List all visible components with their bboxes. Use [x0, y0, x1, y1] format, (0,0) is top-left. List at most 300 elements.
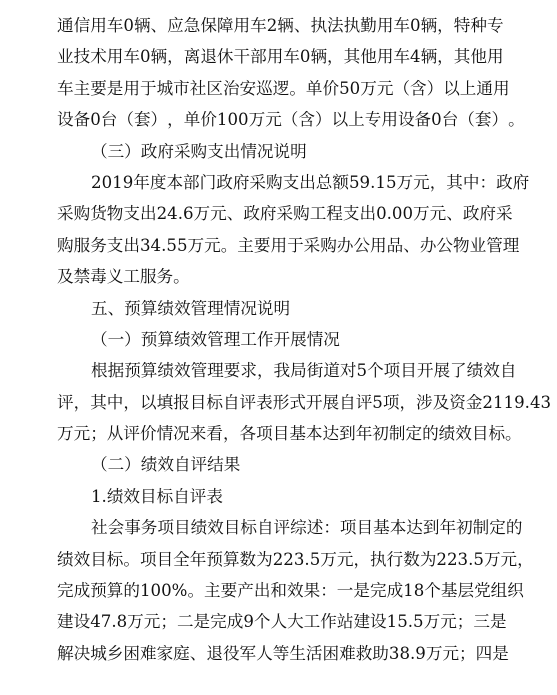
text-char: 出	[253, 581, 271, 601]
text-char: 安	[239, 78, 257, 98]
text-char: 评	[239, 392, 257, 412]
text-char: 货	[90, 204, 107, 224]
text-char: 术	[90, 47, 107, 67]
text-char: 根	[91, 361, 108, 381]
text-char: 5	[166, 235, 177, 255]
text-char: 采	[249, 172, 266, 192]
text-char: 于	[287, 235, 304, 255]
text-char: 站	[336, 612, 354, 632]
text-char: 万	[483, 549, 501, 569]
text-char: 设	[397, 110, 415, 130]
text-char: 评	[57, 392, 74, 412]
text-char: 及	[432, 392, 450, 412]
text-char: 车	[393, 47, 410, 67]
text-char: 用	[381, 110, 398, 130]
text-char: 府	[479, 204, 496, 224]
text-char: 效	[455, 424, 472, 444]
text-char: 于	[139, 78, 157, 98]
text-char: 一	[336, 581, 354, 601]
text-char: 述	[306, 518, 324, 538]
text-char: 我	[273, 361, 291, 381]
text-char: ，	[256, 361, 274, 381]
paragraph-line	[57, 544, 534, 575]
text-char: 困	[322, 643, 340, 663]
text-char: 台	[441, 110, 459, 130]
text-char: 式	[289, 392, 306, 412]
text-char: 元	[210, 204, 227, 224]
text-char: 年	[189, 549, 207, 569]
text-char: 公	[353, 235, 371, 255]
text-char: 4	[410, 47, 421, 67]
text-char: 备	[73, 110, 91, 130]
text-char: 了	[450, 361, 467, 381]
text-char: 定	[405, 424, 423, 444]
text-char: ，	[437, 16, 454, 35]
text-char: 、	[226, 204, 244, 224]
text-char: ，	[167, 110, 184, 130]
text-char: ：	[320, 581, 337, 601]
text-char: 购	[73, 204, 91, 224]
text-char: 车	[57, 78, 74, 98]
text-char: 元	[336, 549, 354, 569]
text-char: 生	[289, 643, 306, 663]
text-char: 法	[327, 16, 344, 35]
text-char: 目	[223, 518, 241, 538]
paragraph-line	[57, 104, 525, 135]
text-char: 报	[173, 392, 190, 412]
text-char: 完	[57, 581, 74, 601]
text-char: 项	[383, 361, 401, 381]
text-char: 业	[57, 47, 74, 67]
text-char: 效	[207, 518, 224, 538]
text-char: 5	[356, 361, 368, 381]
text-char: 车	[123, 47, 140, 67]
text-char: ）	[314, 110, 332, 130]
text-char: 0	[299, 47, 311, 67]
text-char: .	[524, 392, 530, 412]
text-char: 辆	[277, 16, 294, 35]
text-char: 0	[238, 110, 249, 130]
text-char: 车	[106, 16, 124, 35]
text-char: 制	[388, 424, 406, 444]
text-char: 对	[339, 361, 357, 381]
text-char: 5	[339, 78, 350, 98]
text-char: 军	[239, 643, 257, 663]
text-char: 难	[139, 643, 157, 663]
text-char: 从	[106, 424, 124, 444]
text-char: （	[281, 110, 299, 130]
text-char: 项	[256, 424, 273, 444]
text-char: 府	[259, 204, 277, 224]
text-char: 设	[57, 110, 74, 130]
text-char: 8	[413, 581, 425, 601]
text-char: 5	[397, 612, 408, 632]
text-char: 2	[436, 549, 447, 569]
text-char: 务	[140, 518, 158, 538]
text-char: 购	[266, 172, 283, 192]
text-char: 个	[253, 612, 271, 632]
text-char: 。	[508, 110, 525, 130]
paragraph-line: 及禁毒义工服务。	[57, 267, 190, 287]
text-char: 备	[414, 110, 432, 130]
text-char: 4	[90, 612, 101, 632]
text-char: 购	[293, 204, 310, 224]
text-char: ）	[426, 78, 444, 98]
text-char: 成	[226, 612, 244, 632]
text-char: 套	[474, 110, 492, 130]
text-char: 事	[124, 518, 141, 538]
text-char: 算	[140, 361, 158, 381]
text-char: 庭	[173, 643, 190, 663]
text-char: 其	[343, 47, 361, 67]
text-char: 预	[90, 581, 107, 601]
text-char: 用	[376, 47, 394, 67]
text-char: 开	[305, 392, 323, 412]
text-char: 0	[391, 204, 403, 224]
text-char: 基	[373, 518, 390, 538]
text-char: ，	[399, 392, 417, 412]
text-char: 要	[90, 78, 107, 98]
text-char: 4	[150, 235, 162, 255]
text-char: 金	[465, 392, 483, 412]
text-char: 政	[462, 204, 480, 224]
text-char: 产	[237, 581, 254, 601]
paragraph-line	[57, 638, 509, 669]
text-char: 是	[492, 643, 509, 663]
text-char: 个	[424, 581, 441, 601]
text-char: 主	[73, 78, 91, 98]
text-char: 含	[298, 110, 315, 130]
text-char: 填	[156, 392, 174, 412]
text-char: 展	[322, 392, 340, 412]
text-char: 2	[156, 204, 168, 224]
text-char: 家	[156, 643, 174, 663]
text-char: 人	[270, 612, 288, 632]
paragraph-line	[57, 198, 513, 229]
text-char: 其	[90, 392, 107, 412]
text-char: ）	[150, 110, 168, 130]
text-char: 逻	[272, 78, 290, 98]
text-char: 理	[502, 235, 520, 255]
text-char: 保	[200, 16, 217, 35]
text-char: 助	[372, 643, 389, 663]
text-char: 救	[355, 643, 373, 663]
text-char: 采	[496, 204, 513, 224]
text-char: 程	[326, 204, 343, 224]
text-char: 用	[370, 235, 387, 255]
text-char: 5	[413, 612, 424, 632]
text-char: 5	[385, 172, 397, 192]
paragraph-line	[57, 418, 522, 449]
text-char: 台	[100, 110, 118, 130]
text-char: 支	[123, 204, 140, 224]
text-char: 形	[272, 392, 290, 412]
text-char: 项	[139, 549, 157, 569]
text-char: 万	[187, 235, 205, 255]
text-char: 绩	[466, 361, 484, 381]
text-char: 绩	[190, 518, 208, 538]
text-char: 万	[423, 612, 441, 632]
text-char: 上	[459, 78, 477, 98]
text-char: 办	[336, 235, 354, 255]
paragraph-line: （二）绩效自评结果	[91, 455, 241, 475]
text-char: 采	[303, 235, 321, 255]
text-char: 自	[256, 518, 274, 538]
text-char: 0	[410, 16, 421, 35]
text-char: 元	[143, 612, 161, 632]
text-char: 二	[176, 612, 194, 632]
text-char: 价	[200, 110, 217, 130]
text-char: 以	[443, 78, 460, 98]
text-char: 车	[283, 47, 300, 67]
text-char: 目	[173, 518, 191, 538]
text-char: 用	[266, 47, 284, 67]
text-char: 、	[446, 204, 463, 224]
text-char: 为	[419, 549, 437, 569]
text-char: 困	[123, 643, 140, 663]
text-char: ：	[479, 172, 497, 192]
text-char: 道	[323, 361, 340, 381]
text-char: 自	[339, 392, 356, 412]
text-char: 到	[422, 518, 440, 538]
text-char: 目	[400, 361, 417, 381]
text-char: 理	[207, 361, 224, 381]
text-char: 是	[489, 612, 507, 632]
text-char: 采	[57, 204, 74, 224]
text-char: 4	[529, 392, 541, 412]
text-char: 1	[503, 392, 515, 412]
text-char: 万	[396, 172, 414, 192]
text-char: 用	[106, 47, 124, 67]
text-char: 总	[315, 172, 333, 192]
text-char: 用	[123, 78, 140, 98]
text-char: 车	[250, 16, 267, 35]
text-char: 设	[73, 612, 91, 632]
text-char: 的	[123, 581, 140, 601]
document-body	[57, 10, 552, 669]
text-char: 初	[456, 518, 473, 538]
text-char: 完	[369, 581, 387, 601]
text-char: 织	[507, 581, 524, 601]
text-char: 其	[446, 172, 463, 192]
text-char: 标	[106, 549, 124, 569]
paragraph-line: （三）政府采购支出情况说明	[91, 141, 307, 161]
text-char: 。	[289, 78, 306, 98]
text-char: 评	[123, 424, 140, 444]
text-char: .	[370, 172, 376, 192]
text-char: 定	[489, 518, 506, 538]
text-char: .	[407, 612, 414, 632]
paragraph-line	[57, 167, 530, 198]
text-char: 4	[167, 204, 178, 224]
text-char: 他	[360, 47, 377, 67]
text-char: 评	[355, 392, 373, 412]
text-char: 2	[446, 549, 458, 569]
text-char: 以	[139, 392, 157, 412]
text-char: 党	[474, 581, 491, 601]
paragraph-line	[57, 606, 507, 637]
text-char: 支	[342, 204, 360, 224]
text-char: 5	[309, 549, 321, 569]
text-char: 标	[206, 392, 223, 412]
text-char: 的	[422, 424, 439, 444]
text-char: 社	[189, 78, 207, 98]
text-char: .	[177, 204, 183, 224]
text-char: 5	[473, 549, 484, 569]
text-char: 物	[106, 204, 124, 224]
text-char: 主	[204, 581, 221, 601]
text-char: 用	[486, 47, 504, 67]
text-char: 部	[250, 47, 267, 67]
text-char: 万	[320, 549, 337, 569]
text-char: 2	[91, 172, 102, 192]
text-char: 套	[133, 110, 151, 130]
text-char: （	[117, 110, 134, 130]
text-char: 巡	[256, 78, 273, 98]
paragraph-line	[57, 230, 520, 261]
paragraph-line: （一）预算绩效管理工作开展情况	[91, 329, 340, 349]
text-char: 辆	[420, 47, 438, 67]
text-char: 达	[406, 518, 423, 538]
text-char: 初	[372, 424, 389, 444]
text-char: 3	[293, 549, 305, 569]
text-char: 1	[216, 110, 228, 130]
text-char: 元	[440, 612, 457, 632]
text-char: 单	[305, 78, 323, 98]
text-char: 市	[173, 78, 190, 98]
text-char: 9	[359, 172, 371, 192]
text-char: 基	[440, 581, 458, 601]
text-char: .	[161, 235, 167, 255]
text-char: 执	[343, 16, 361, 35]
paragraph-line	[57, 387, 552, 418]
text-char: 到	[339, 424, 356, 444]
text-char: ，	[517, 549, 534, 569]
text-char: 自	[499, 361, 517, 381]
text-char: 预	[206, 549, 223, 569]
text-char: 本	[166, 172, 184, 192]
text-char: 设	[370, 612, 387, 632]
text-char: 其	[453, 47, 471, 67]
text-char: 出	[299, 172, 316, 192]
text-char: 支	[282, 172, 300, 192]
text-char: ；	[160, 612, 177, 632]
text-char: 城	[90, 643, 107, 663]
text-char: 用	[233, 16, 251, 35]
text-char: 退	[200, 47, 217, 67]
text-char: 特	[453, 16, 471, 35]
text-char: 6	[182, 204, 194, 224]
text-char: 价	[322, 78, 340, 98]
text-char: 5	[372, 392, 383, 412]
text-char: 来	[189, 424, 207, 444]
text-char: 0	[227, 110, 239, 130]
text-char: 作	[320, 612, 337, 632]
text-char: 通	[476, 78, 493, 98]
text-char: 辆	[310, 47, 328, 67]
text-char: 综	[290, 518, 307, 538]
text-char: 辆	[133, 16, 151, 35]
text-char: 1	[492, 392, 504, 412]
text-char: 0	[101, 172, 113, 192]
text-char: 2	[482, 392, 493, 412]
text-char: 基	[289, 424, 306, 444]
text-char: 9	[415, 643, 426, 663]
text-char: 各	[239, 424, 257, 444]
text-char: 制	[472, 518, 490, 538]
text-char: 组	[490, 581, 508, 601]
text-char: 1	[112, 172, 123, 192]
text-char: 7	[100, 612, 112, 632]
text-char: 专	[364, 110, 382, 130]
text-char: 5	[176, 235, 188, 255]
text-char: 中	[106, 392, 124, 412]
text-char: 成	[73, 581, 91, 601]
text-char: 自	[222, 392, 240, 412]
text-char: 8	[116, 612, 128, 632]
text-char: 四	[475, 643, 493, 663]
text-char: （	[393, 78, 410, 98]
text-char: 本	[305, 424, 323, 444]
text-char: 目	[272, 424, 290, 444]
text-char: 年	[355, 424, 373, 444]
text-char: 出	[123, 235, 140, 255]
text-char: 2	[283, 549, 294, 569]
text-char: 管	[486, 235, 503, 255]
text-char: 0	[161, 581, 172, 601]
text-char: 为	[256, 549, 273, 569]
text-char: 主	[237, 235, 254, 255]
text-char: 标	[240, 518, 257, 538]
text-char: 达	[322, 424, 340, 444]
text-char: 9	[122, 172, 134, 192]
text-char: 人	[256, 643, 273, 663]
text-char: 活	[305, 643, 323, 663]
text-char: 。	[187, 581, 205, 601]
text-char: ，	[73, 392, 91, 412]
text-char: ）	[491, 110, 509, 130]
text-char: 技	[73, 47, 91, 67]
text-char: 用	[270, 235, 288, 255]
text-char: 效	[73, 549, 91, 569]
text-char: 元	[413, 172, 430, 192]
text-char: 度	[149, 172, 167, 192]
text-char: 辆	[150, 47, 168, 67]
text-char: 况	[173, 424, 190, 444]
text-char: 出	[139, 204, 157, 224]
text-char: 他	[470, 47, 487, 67]
text-char: 万	[248, 110, 266, 130]
text-char: 行	[386, 549, 404, 569]
text-char: 购	[320, 235, 337, 255]
text-char: 街	[306, 361, 324, 381]
paragraph-line	[57, 73, 510, 104]
text-char: 用	[376, 16, 394, 35]
text-char: 乡	[106, 643, 124, 663]
text-char: 资	[449, 392, 466, 412]
text-char: 中	[462, 172, 480, 192]
text-char: 9	[514, 392, 525, 412]
text-char: 执	[370, 549, 387, 569]
text-char: 应	[167, 16, 184, 35]
text-char: 治	[222, 78, 240, 98]
text-char: 支	[106, 235, 124, 255]
text-char: 万	[127, 612, 144, 632]
paragraph-line: 1.绩效目标自评表	[91, 486, 223, 506]
text-char: 元	[442, 643, 460, 663]
text-char: 目	[90, 549, 107, 569]
text-char: 三	[473, 612, 490, 632]
